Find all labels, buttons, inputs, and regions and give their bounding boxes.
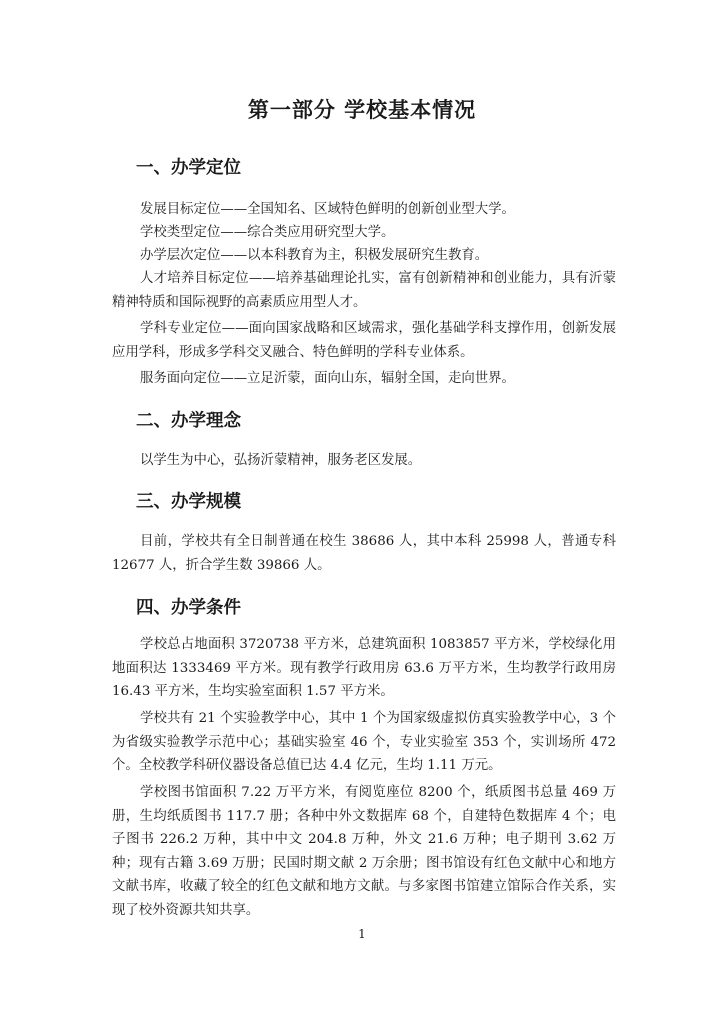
paragraph-talent-training: 人才培养目标定位——培养基础理论扎实，富有创新精神和创业能力，具有沂蒙精神特质和国际视野的高素质应用型人才。 (112, 271, 616, 310)
section-heading-positioning: 一、办学定位 (136, 158, 241, 178)
paragraph-school-type: 学校类型定位——综合类应用研究型大学。 (140, 225, 395, 240)
paragraph-campus-area: 学校总占地面积 3720738 平方米，总建筑面积 1083857 平方米，学校绿化用地面积达 1333469 平方米。现有教学行政用房 63.6 万平方米，生均教学行政用房 16.43 平方米，生均实验室面积 1.57 平方米。 (112, 637, 616, 700)
paragraph-philosophy: 以学生为中心，弘扬沂蒙精神，服务老区发展。 (140, 453, 422, 468)
section-heading-scale: 三、办学规模 (136, 492, 241, 512)
paragraph-development-goal: 发展目标定位——全国知名、区域特色鲜明的创新创业型大学。 (140, 202, 515, 217)
paragraph-student-scale: 目前，学校共有全日制普通在校生 38686 人，其中本科 25998 人，普通专科 12677 人，折合学生数 39866 人。 (112, 534, 616, 573)
page-number: 1 (358, 927, 366, 941)
paragraph-service-orientation: 服务面向定位——立足沂蒙，面向山东，辐射全国，走向世界。 (140, 371, 515, 386)
paragraph-discipline: 学科专业定位——面向国家战略和区域需求，强化基础学科支撑作用，创新发展应用学科，形成多学科交叉融合、特色鲜明的学科专业体系。 (112, 321, 616, 360)
section-heading-philosophy: 二、办学理念 (136, 411, 241, 431)
paragraph-laboratories: 学校共有 21 个实验教学中心，其中 1 个为国家级虚拟仿真实验教学中心，3 个为省级实验教学示范中心；基础实验室 46 个，专业实验室 353 个，实训场所 472 个。全校教学科研仪器设备总值已达 4.4 亿元，生均 1.11 万元。 (112, 711, 616, 774)
paragraph-education-level: 办学层次定位——以本科教育为主，积极发展研究生教育。 (140, 248, 489, 263)
paragraph-library: 学校图书馆面积 7.22 万平方米，有阅览座位 8200 个，纸质图书总量 469 万册，生均纸质图书 117.7 册；各种中外文数据库 68 个，自建特色数据库 4 个；电子图书 226.2 万种，其中中文 204.8 万种，外文 21.6 万种；电子期刊 3.62 万种；现有古籍 3.69 万册；民国时期文献 2 万余册；图书馆设有红色文献中心和地方文献书库，收藏了较全的红色文献和地方文献。与多家图书馆建立馆际合作关系，实现了校外资源共知共享。 (112, 785, 616, 918)
page-title: 第一部分 学校基本情况 (247, 98, 477, 122)
section-heading-conditions: 四、办学条件 (136, 598, 241, 618)
